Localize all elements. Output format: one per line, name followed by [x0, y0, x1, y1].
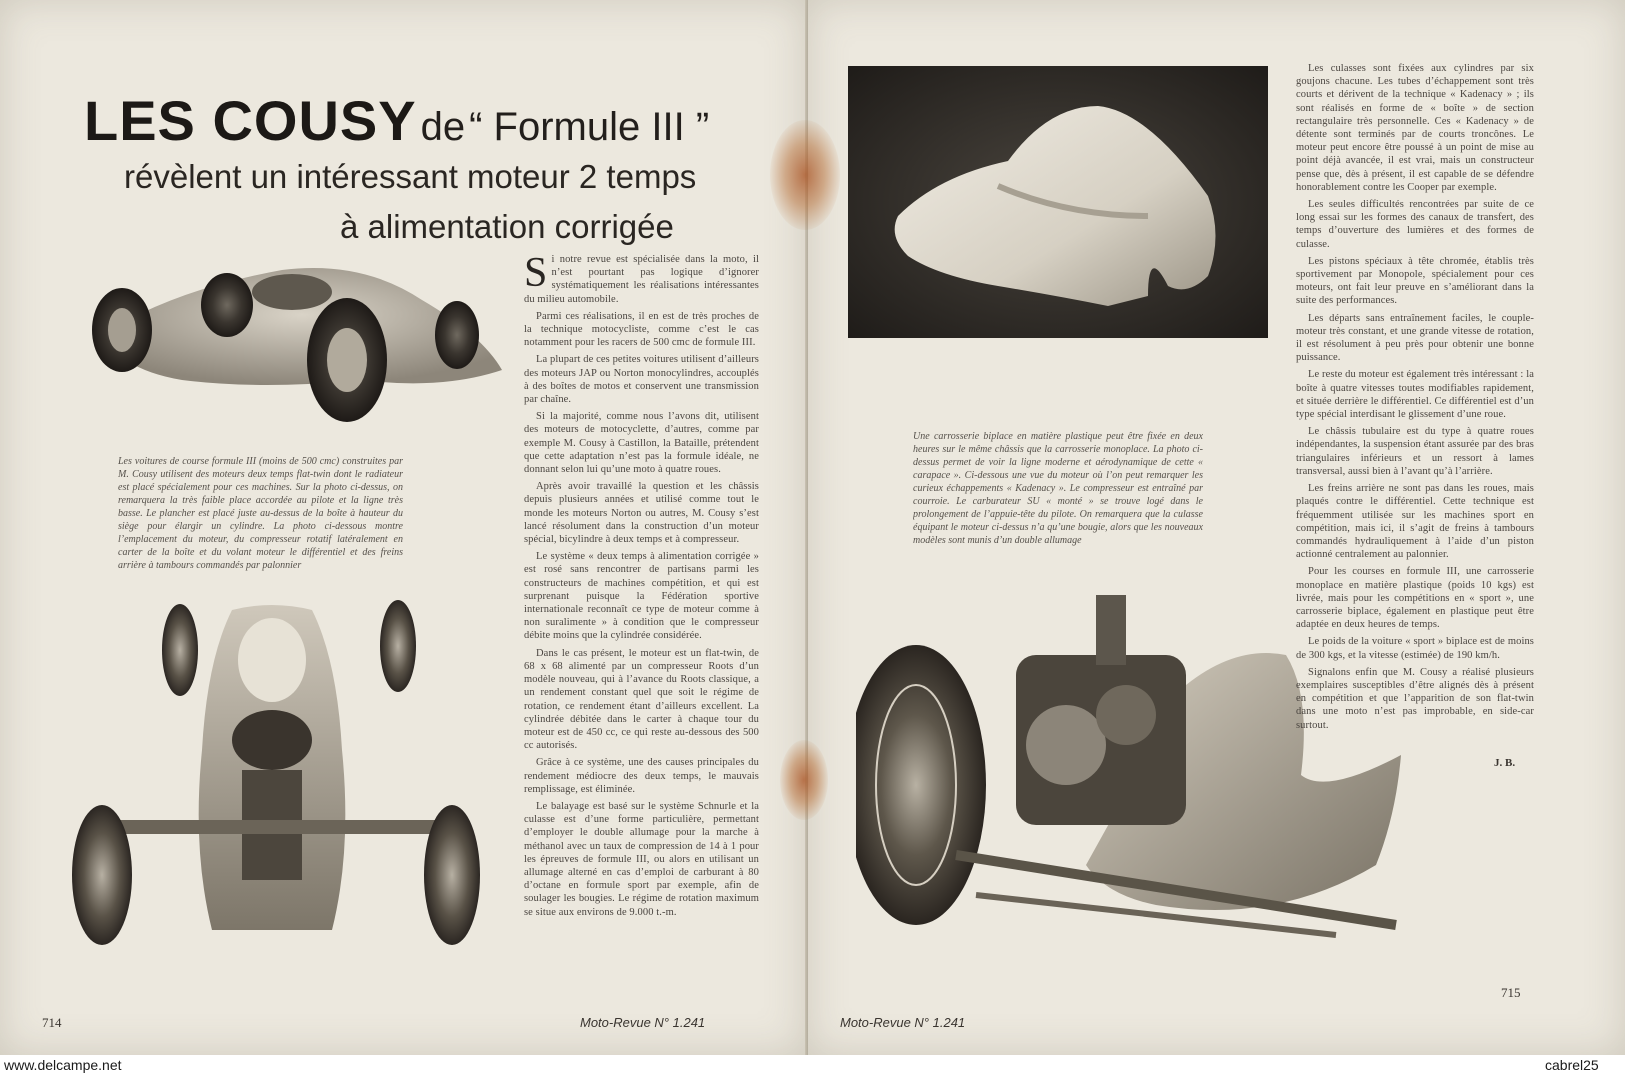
paragraph: Les départs sans entraînement faciles, le couple-moteur très constant, et une grande vitesse de rotation, il est résolument à peu près pour obtenir une bonne puissance.: [1296, 312, 1534, 364]
paragraph: Les seules difficultés rencontrées par suite de ce long essai sur les formes des canaux de transfert, des temps d’ouverture des lumières et des formes de culasse.: [1296, 199, 1534, 250]
paragraph: La plupart de ces petites voitures utilisent d’ailleurs des moteurs JAP ou Norton monocylindres, accouplés à des boîtes de motos et conservent une transmission par chaîne.: [524, 354, 759, 406]
paragraph: Grâce à ce système, une des causes principales du rendement médiocre des deux temps, le mauvais remplissage, est éliminée.: [524, 757, 759, 795]
paragraph: Si la majorité, comme nous l’avons dit, utilisent des moteurs de motocyclette, d’autres, comme par exemple M. Cousy à Castillon, la Bataille, prétendent que cette adaptation n’est pas la formule idéale, ne donnant selon lui qu’une moto à quatre roues.: [524, 411, 759, 476]
paragraph: i notre revue est spécialisée dans la moto, il n’est pourtant pas logique d’ignorer systématiquement les réalisations intéressantes du milieu automobile.: [524, 254, 759, 305]
left-page: [0, 0, 805, 1055]
rust-stain: [770, 120, 840, 230]
left-text-column: [524, 253, 759, 1023]
watermark-site: www.delcampe.net: [4, 1057, 122, 1073]
headline-line-1: [84, 88, 709, 153]
photo-body-shell: [848, 66, 1268, 338]
body-shell-illustration: [848, 66, 1268, 338]
racer-side-illustration: [62, 250, 522, 430]
paragraph: Le système « deux temps à alimentation corrigée » est rosé sans rencontrer de partisans parmi les constructeurs de machines compétition, et qui est surprenant puisque la Fédération sportive internationale reconnaît ce type de moteur comme à non suralimente » à condition que le compresseur débite moins que la cylindrée considérée.: [524, 551, 759, 642]
paragraph: Pour les courses en formule III, une carrosserie monoplace en matière plastique (poids 10 kgs) est livrée, mais pour les compétitions en « sport », une carrosserie biplace, également en plastique peut être adaptée en deux heures de temps.: [1296, 566, 1534, 631]
headline-title: LES COUSY: [84, 89, 417, 152]
right-text-column: [1296, 62, 1534, 752]
magazine-name-left: Moto-Revue N° 1.241: [580, 1015, 706, 1030]
paragraph: Le balayage est basé sur le système Schnurle et la culasse est d’une forme particulière, permettant d’employer le double allumage pour la marche à méthanol avec un taux de compression de 14 à 1 pour les épreuves de formule III, ou alors en utilisant un allumage alterné en cas d’emploi de carburant à 80 d’octane en formule sport par exemple, afin de soulager les bougies. Le régime de rotation maximum se situe aux environs de 9.000 t.-m.: [524, 800, 759, 918]
paragraph: Les culasses sont fixées aux cylindres par six goujons chacune. Les tubes d’échappement sont très courts et dérivent de la technique « Kadenacy » ; ils sont réalisés en forme de « boîte » de section rectangulaire très personnelle. Ces « Kadenacy » de détente sont terminés par de courts troncônes. Le moteur peut encore être poussé à un point de mise au point déjà avancée, il est vrai, mais un constructeur pense que, dès à présent, il est capable de se défendre honorablement contre les Cooper par exemple.: [1296, 63, 1534, 193]
caption-right: Une carrosserie biplace en matière plastique peut être fixée en deux heures sur le même châssis que la carrosserie monoplace. La photo ci-dessus permet de voir la ligne moderne et aérodynamique de cette « carapace ». Ci-dessous une vue du moteur où l’on peut remarquer les curieux échappements « Kadenacy ». Le compresseur est entraîné par courroie. Le carburateur SU « monté » se trouve logé dans le prolongement de l’appuie-tête du pilote. On remarquera que la culasse équipant le moteur ci-dessus n’a qu’une bougie, alors que les nouveaux modèles sont munis d’un double allumage: [913, 431, 1203, 546]
folio-left: 714: [42, 1015, 62, 1030]
paragraph: Après avoir travaillé la question et les châssis depuis plusieurs années et utilisé comme tout le monde les moteurs Norton ou autres, M. Cousy s’est lancé résolument dans la construction d’un moteur spécial, bicylindre à deux temps et à compresseur.: [524, 481, 759, 546]
watermark-seller: cabrel25: [1545, 1057, 1599, 1073]
paragraph: Les pistons spéciaux à tête chromée, établis très sportivement par Monopole, spécialement pour ces moteurs, ont fait leur preuve en s’améliorant dans la suite des performances.: [1296, 255, 1534, 307]
racer-top-illustration: [62, 600, 482, 950]
paragraph: Le châssis tubulaire est du type à quatre roues indépendantes, la suspension étant assurée par des bras triangulaires inférieurs et un ressort à lames transversal, aussi bien à l’avant qu’à l’arrière.: [1296, 426, 1534, 477]
headline-formula: “ Formule III ”: [469, 105, 710, 149]
headline-line-2: révèlent un intéressant moteur 2 temps: [124, 158, 697, 195]
rust-stain: [780, 740, 828, 820]
photo-racer-top: [62, 600, 482, 950]
paragraph: Parmi ces réalisations, il en est de très proches de la technique motocycliste, comme c’est le cas notamment pour les racers de 500 cmc de formule III.: [524, 310, 759, 349]
watermark-bar: [0, 1055, 1625, 1074]
paragraph: Dans le cas présent, le moteur est un flat-twin, de 68 x 68 alimenté par un compresseur Roots d’un modèle nouveau, qui à l’avance du Roots classique, a un rendement constant quel que soit le régime de rotation, ce rendement étant d’ailleurs excellent. La cylindrée débitée dans le carter à chaque tour du moteur est de 450 cc, ce qui reste au-dessous des 500 cc autorisés.: [524, 647, 759, 752]
magazine-name-right: Moto-Revue N° 1.241: [840, 1015, 966, 1030]
paragraph: Signalons enfin que M. Cousy a réalisé plusieurs exemplaires susceptibles d’être alignés dès à présent en compétition et que l’apparition de son flat-twin dans une moto n’est pas improbable, en side-car surtout.: [1296, 666, 1534, 731]
caption-left: Les voitures de course formule III (moins de 500 cmc) construites par M. Cousy utilisent des moteurs deux temps flat-twin dont le radiateur est placé spécialement pour ces machines. Sur la photo ci-dessus, on remarquera la très faible place accordée au pilote et la ligne très basse. Le plancher est placé juste au-dessus de la boîte à hauteur du siège pour élargir un cylindre. La photo ci-dessous montre l’emplacement du moteur, du compresseur rotatif latéralement en carter de la boîte et du volant moteur le différentiel et des freins arrière à tambours commandés par palonnier: [118, 456, 403, 571]
author-signature: J. B.: [1494, 757, 1516, 769]
photo-racer-side: [62, 250, 522, 430]
folio-right: 715: [1501, 985, 1521, 1000]
headline-line-3: à alimentation corrigée: [340, 208, 674, 245]
right-page: [808, 0, 1625, 1055]
paragraph: Les freins arrière ne sont pas dans les roues, mais plaqués contre le différentiel. Cette technique est fréquemment utilisée sur les machines sport en compétition, mais ici, il s’agit de freins à tambours commandés hydrauliquement à l’aide d’un piston actionné centralement au palonnier.: [1296, 483, 1534, 561]
dropcap: S: [524, 253, 548, 296]
headline-de: de: [420, 105, 466, 149]
paragraph: Le poids de la voiture « sport » biplace est de moins de 300 kgs, et la vitesse (estimée) de 190 km/h.: [1296, 636, 1534, 661]
paragraph: Le reste du moteur est également très intéressant : la boîte à quatre vitesses toutes modifiables rapidement, et située derrière le différentiel. Ce différentiel est d’un type spécial interdisant le glissement d’une roue.: [1296, 369, 1534, 421]
